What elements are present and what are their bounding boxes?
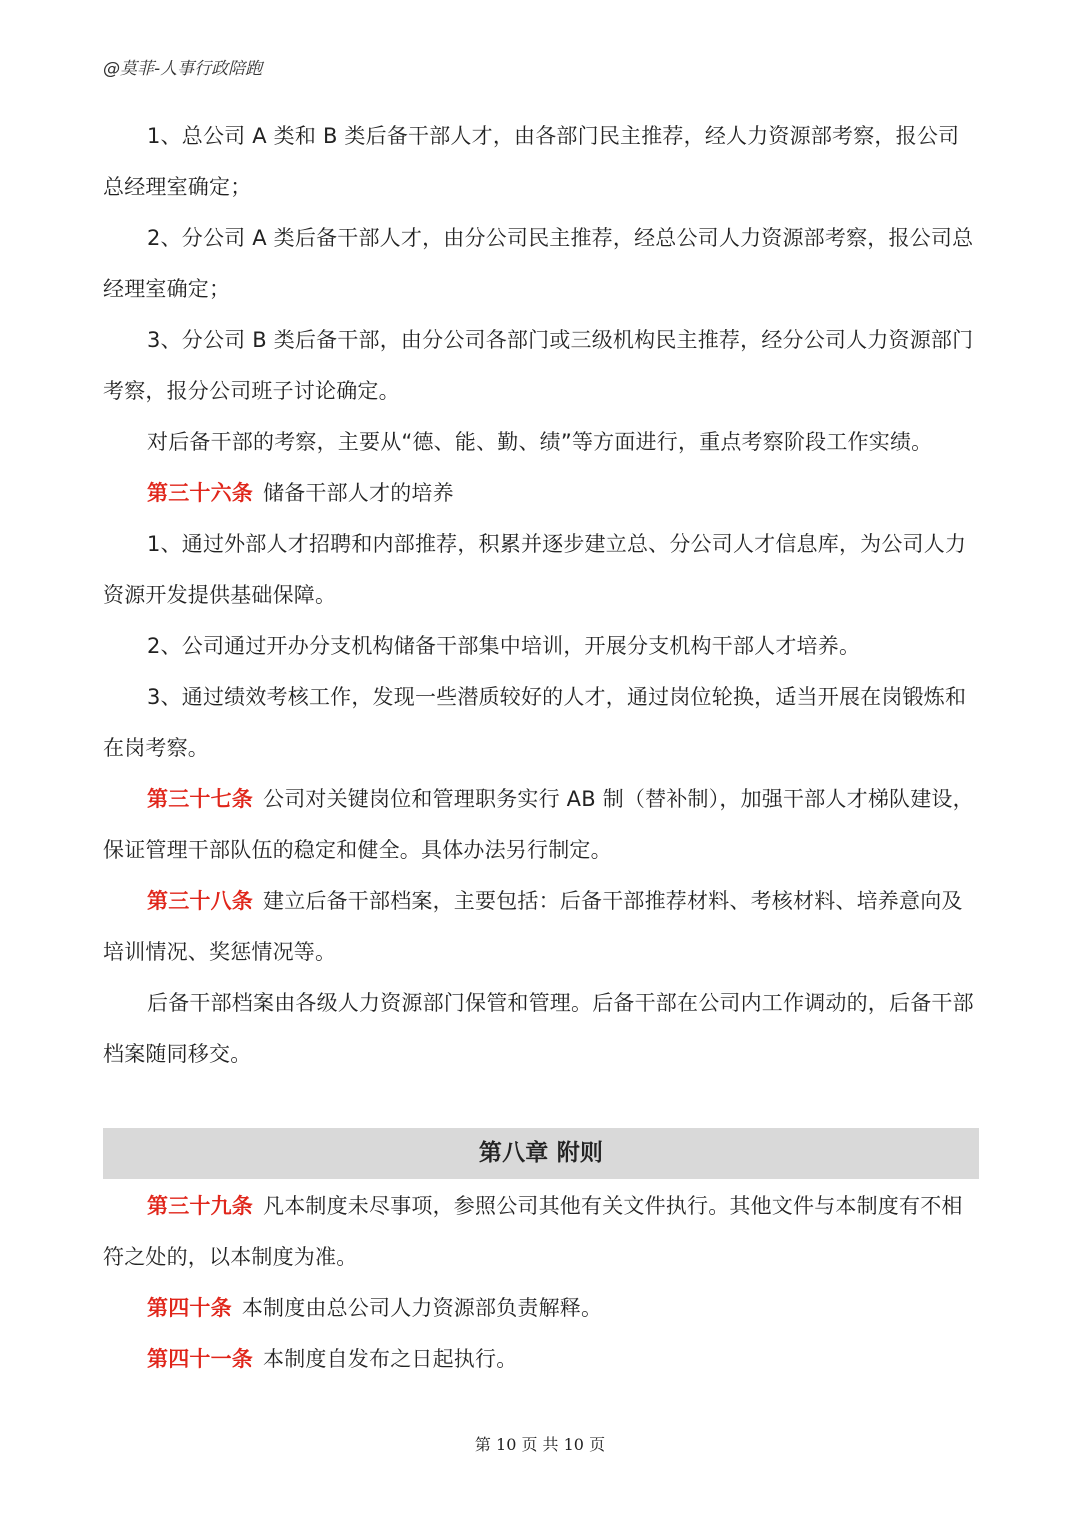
- article-37: [103, 774, 979, 876]
- article-38: [103, 876, 979, 978]
- spacer: [103, 1080, 979, 1128]
- article-39: [103, 1181, 979, 1283]
- article-text: 本制度由总公司人力资源部负责解释。: [241, 1296, 603, 1320]
- page-footer: 第 10 页 共 10 页: [474, 1435, 606, 1454]
- article-label: 第三十六条: [147, 481, 253, 505]
- article-36: [103, 468, 979, 519]
- paragraph: 3、分公司 B 类后备干部，由分公司各部门或三级机构民主推荐，经分公司人力资源部门考察，报分公司班子讨论确定。: [103, 328, 974, 403]
- article-text: 建立后备干部档案，主要包括：后备干部推荐材料、考核材料、培养意向及培训情况、奖惩情况等。: [103, 889, 963, 964]
- article-text: 凡本制度未尽事项，参照公司其他有关文件执行。其他文件与本制度有不相符之处的，以本制度为准。: [103, 1194, 963, 1269]
- paragraph: 2、公司通过开办分支机构储备干部集中培训，开展分支机构干部人才培养。: [147, 634, 861, 658]
- article-label: 第三十七条: [147, 787, 253, 811]
- paragraph: 对后备干部的考察，主要从“德、能、勤、绩”等方面进行，重点考察阶段工作实绩。: [147, 430, 933, 454]
- article-label: 第四十条: [147, 1296, 232, 1320]
- paragraph: 1、总公司 A 类和 B 类后备干部人才，由各部门民主推荐，经人力资源部考察，报公司总经理室确定；: [103, 124, 960, 199]
- paragraph: 后备干部档案由各级人力资源部门保管和管理。后备干部在公司内工作调动的，后备干部档案随同移交。: [103, 991, 974, 1066]
- document-body: [103, 111, 979, 1385]
- paragraph: 1、通过外部人才招聘和内部推荐，积累并逐步建立总、分公司人才信息库，为公司人力资源开发提供基础保障。: [103, 532, 967, 607]
- article-label: 第四十一条: [147, 1347, 253, 1371]
- chapter-heading: 第八章 附则: [103, 1128, 979, 1179]
- article-text: 本制度自发布之日起执行。: [263, 1347, 518, 1371]
- article-text: 公司对关键岗位和管理职务实行 AB 制（替补制），加强干部人才梯队建设，保证管理干部队伍的稳定和健全。具体办法另行制定。: [103, 787, 974, 862]
- watermark: @莫菲-人事行政陪跑: [103, 59, 263, 79]
- article-label: 第三十九条: [147, 1194, 253, 1218]
- article-41: [103, 1334, 979, 1385]
- article-label: 第三十八条: [147, 889, 253, 913]
- paragraph: 2、分公司 A 类后备干部人才，由分公司民主推荐，经总公司人力资源部考察，报公司总经理室确定；: [103, 226, 974, 301]
- article-40: [103, 1283, 979, 1334]
- paragraph: 3、通过绩效考核工作，发现一些潜质较好的人才，通过岗位轮换，适当开展在岗锻炼和在岗考察。: [103, 685, 967, 760]
- article-text: 储备干部人才的培养: [263, 481, 454, 505]
